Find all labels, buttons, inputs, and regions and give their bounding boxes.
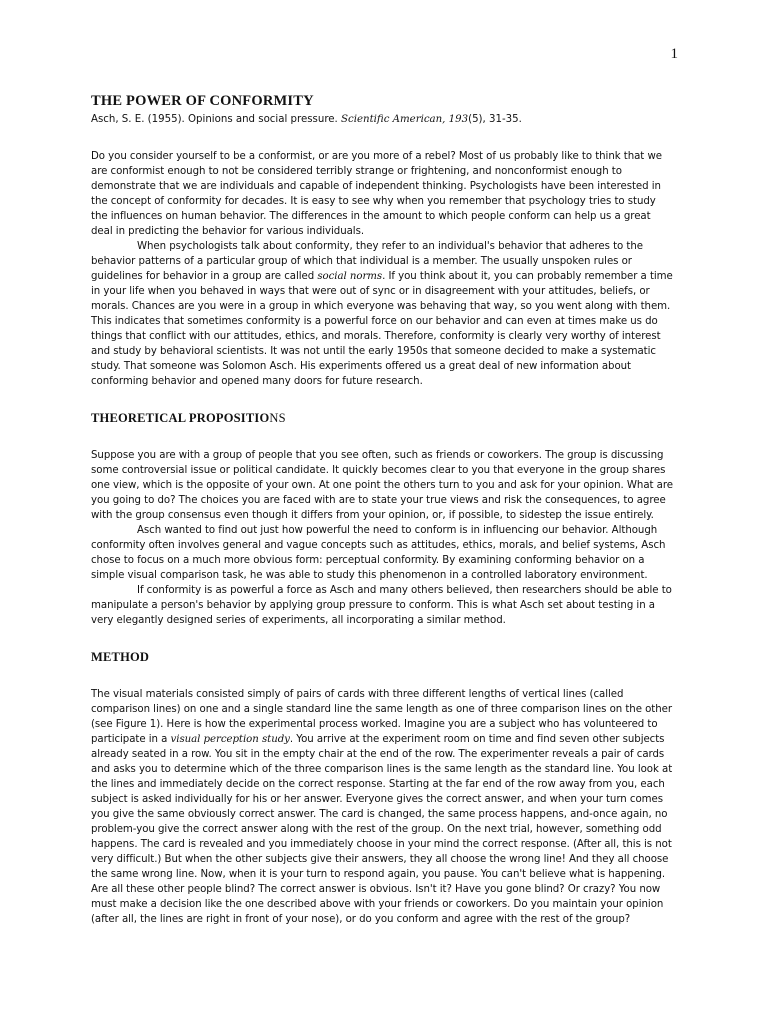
intro-paragraph-2 — [91, 239, 673, 389]
method-paragraph-1 — [91, 687, 673, 927]
section-heading-method: METHOD — [91, 650, 150, 664]
theoretical-paragraph-2: Asch wanted to find out just how powerful the need to conform is in influencing our behavior. Although conformity often involves general and vague concepts such as attitudes, ethics, morals, and belief systems, Asch chose to focus on a much more obvious form: perceptual conformity. By examining conforming behavior on a simple visual comparison task, he was able to study this phenomenon in a controlled laboratory environment. — [91, 525, 666, 581]
intro-p2-emphasis: social norms — [317, 271, 383, 282]
citation — [91, 112, 673, 127]
method-p1-emphasis: visual perception study — [170, 734, 290, 745]
method-p1-text-b: . You arrive at the experiment room on time and find seven other subjects already seated in a row. You sit in the empty chair at the end of the row. The experimenter reveals a pair of cards and asks you to determine which of the three comparison lines is the same length as the standard line. You look at the lines and immediately decide on the correct response. Starting at the far end of the row away from you, each subject is asked individually for his or her answer. Everyone gives the correct answer, and when your turn comes you give the same obviously correct answer. The card is changed, the same process happens, and-once again, no problem-you give the correct answer along with the rest of the group. On the next trial, however, something odd happens. The card is revealed and you immediately choose in your mind the correct response. (After all, this is not very difficult.) But when the other subjects give their answers, they all choose the wrong line! And they all choose the same wrong line. Now, when it is your turn to respond again, you pause. You can't believe what is happening. Are all these other people blind? The correct answer is obvious. Isn't it? Have you gone blind? Or crazy? You now must make a decision like the one described above with your friends or coworkers. Do you maintain your opinion (after all, the lines are right in front of your nose), or do you conform and agree with the rest of the group? — [91, 734, 673, 925]
intro-p2-text-a: When psychologists talk about conformity, they refer to an individual's behavior that adheres to the behavior patterns of a particular group of which that individual is a member. The usually unspoken rules or guidelines for behavior in a group are called — [91, 241, 643, 282]
theoretical-paragraph-3: If conformity is as powerful a force as Asch and many others believed, then researchers should be able to manipulate a person's behavior by applying group pressure to conform. This is what Asch set about testing in a very elegantly designed series of experiments, all incorporating a similar method. — [91, 585, 672, 626]
section-heading-theoretical-bold: THEORETICAL PROPOSITIO — [91, 411, 270, 425]
document-body — [91, 93, 673, 927]
theoretical-paragraph-1: Suppose you are with a group of people that you see often, such as friends or coworkers. The group is discussing some controversial issue or political candidate. It quickly becomes clear to you that everyone in the group shares one view, which is the opposite of your own. At one point the others turn to you and ask for your opinion. What are you going to do? The choices you are faced with are to state your true views and risk the consequences, to agree with the group consensus even though it differs from your opinion, or, if possible, to sidestep the issue entirely. — [91, 450, 673, 521]
intro-p2-text-b: . If you think about it, you can probably remember a time in your life when you behaved in ways that were out of sync or in disagreement with your attitudes, beliefs, or morals. Chances are you were in a group in which everyone was behaving that way, so you went along with them. This indicates that sometimes conformity is a powerful force on our behavior and can even at times make us do things that conflict with our attitudes, ethics, and morals. Therefore, conformity is clearly very worthy of interest and study by behavioral scientists. It was not until the early 1950s that someone decided to make a systematic study. That someone was Solomon Asch. His experiments offered us a great deal of new information about conforming behavior and opened many doors for future research. — [91, 271, 673, 387]
method-p1-text-a: The visual materials consisted simply of pairs of cards with three different lengths of vertical lines (called comparison lines) on one and a single standard line the same length as one of three comparison lines on the other (see Figure 1). Here is how the experimental process worked. Imagine you are a subject who has volunteered to participate in a — [91, 689, 672, 745]
document-title: THE POWER OF CONFORMITY — [91, 93, 314, 109]
citation-journal: Scientific American, 193 — [341, 114, 469, 125]
intro-paragraph-1: Do you consider yourself to be a conformist, or are you more of a rebel? Most of us probably like to think that we are conformist enough to not be considered terribly strange or frightening, and nonconformist enough to demonstrate that we are individuals and capable of independent thinking. Psychologists have been interested in the concept of conformity for decades. It is easy to see why when you remember that psychology tries to study the influences on human behavior. The differences in the amount to which people conform can help us a great deal in predicting the behavior for various individuals. — [91, 151, 662, 237]
citation-authors: Asch, S. E. (1955). Opinions and social pressure. — [91, 114, 342, 125]
section-heading-theoretical-tail: NS — [269, 411, 286, 425]
section-heading-theoretical — [91, 411, 673, 426]
citation-pages: (5), 31-35. — [468, 114, 522, 125]
page-number: 1 — [670, 46, 678, 62]
